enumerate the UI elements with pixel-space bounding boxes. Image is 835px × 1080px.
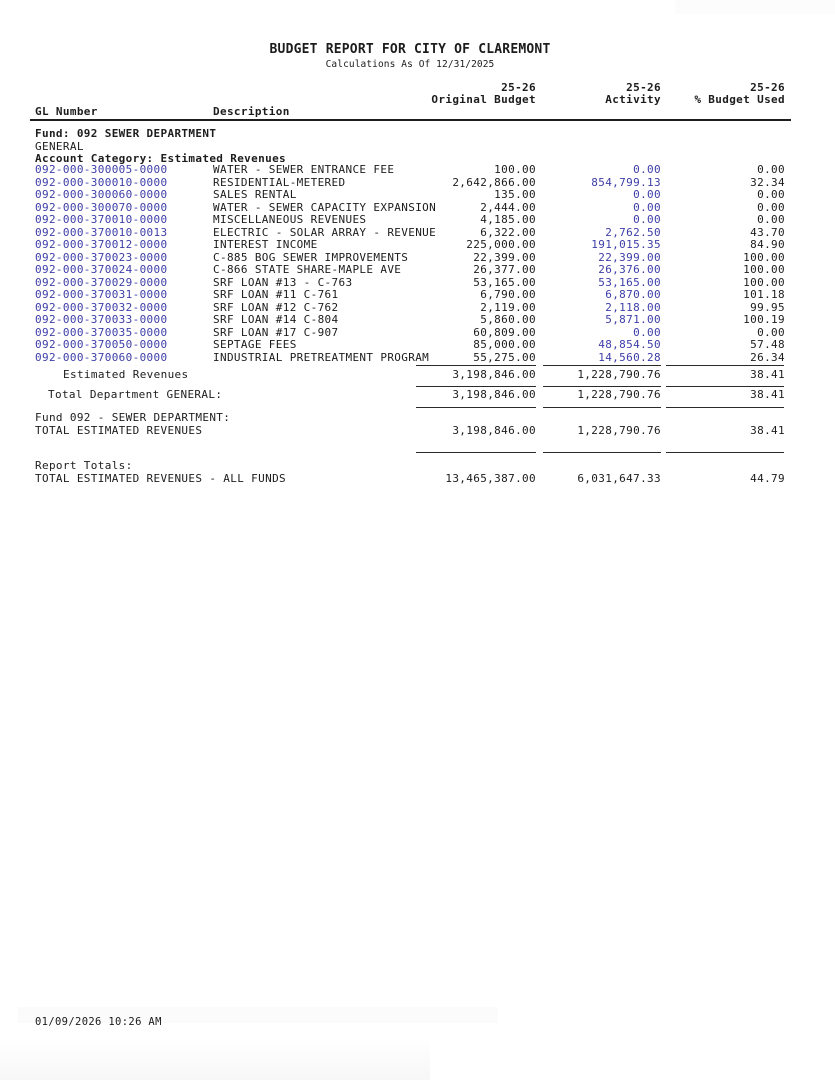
gl-number-cell: 092-000-300070-0000: [35, 200, 168, 214]
fund-total-original: 3,198,846.00: [452, 423, 536, 437]
activity-cell: 22,399.00: [598, 250, 661, 264]
pct-budget-used-cell: 100.19: [743, 313, 785, 326]
gl-number-cell: 092-000-370060-0000: [35, 350, 168, 364]
fund-total-row: [35, 425, 785, 437]
report-total-original: 13,465,387.00: [445, 471, 536, 485]
report-totals-rule: [35, 452, 785, 454]
table-row: [35, 289, 785, 302]
description-cell: WATER - SEWER ENTRANCE FEE: [213, 163, 395, 176]
original-budget-cell: 225,000.00: [466, 238, 536, 251]
report-total-pct: 44.79: [750, 471, 785, 485]
description-cell: WATER - SEWER CAPACITY EXPANSION: [213, 200, 437, 214]
description-cell: INTEREST INCOME: [213, 238, 318, 251]
total-department-row: [35, 389, 785, 401]
description-cell: MISCELLANEOUS REVENUES: [213, 213, 367, 226]
activity-cell: 0.00: [633, 163, 661, 176]
table-row: [35, 214, 785, 227]
pct-budget-used-cell: 0.00: [757, 325, 785, 339]
activity-cell: 854,799.13: [591, 175, 661, 189]
gl-number-cell: 092-000-300010-0000: [35, 175, 168, 189]
column-header-period-row: [35, 82, 785, 94]
gl-number-cell: 092-000-370031-0000: [35, 288, 168, 301]
gl-number-cell: 092-000-370033-0000: [35, 313, 168, 326]
col-description: Description: [213, 105, 290, 118]
report-subtitle: Calculations As Of 12/31/2025: [325, 59, 495, 70]
pct-budget-used-cell: 57.48: [750, 338, 785, 351]
col-period-original-budget: 25-26: [501, 81, 536, 94]
table-row: [35, 189, 785, 202]
description-cell: SRF LOAN #17 C-907: [213, 325, 339, 339]
pct-budget-used-cell: 84.90: [750, 238, 785, 251]
pct-budget-used-cell: 0.00: [757, 163, 785, 176]
activity-cell: 14,560.28: [598, 350, 661, 364]
pct-budget-used-cell: 99.95: [750, 300, 785, 314]
table-row: [35, 352, 785, 365]
estimated-revenues-label: Estimated Revenues: [63, 367, 189, 381]
fund-total-pct: 38.41: [750, 423, 785, 437]
gl-number-cell: 092-000-370010-0013: [35, 225, 168, 239]
col-original-budget: Original Budget: [431, 93, 536, 106]
estimated-revenues-original: 3,198,846.00: [452, 367, 536, 381]
print-timestamp: 01/09/2026 10:26 AM: [35, 1016, 162, 1028]
total-department-original: 3,198,846.00: [452, 387, 536, 401]
subtotal-rule: [35, 365, 785, 367]
original-budget-cell: 6,322.00: [480, 225, 536, 239]
report-total-activity: 6,031,647.33: [577, 471, 661, 485]
original-budget-cell: 100.00: [494, 163, 536, 176]
gl-number-cell: 092-000-370035-0000: [35, 325, 168, 339]
activity-cell: 0.00: [633, 325, 661, 339]
gl-number-cell: 092-000-370050-0000: [35, 338, 168, 351]
col-activity: Activity: [605, 93, 661, 106]
total-department-label: Total Department GENERAL:: [48, 387, 223, 401]
table-row: [35, 314, 785, 327]
description-cell: C-866 STATE SHARE-MAPLE AVE: [213, 263, 402, 276]
department-header: GENERAL: [35, 139, 84, 153]
subtotal-rule: [35, 407, 785, 409]
report-total-label: TOTAL ESTIMATED REVENUES - ALL FUNDS: [35, 471, 287, 485]
original-budget-cell: 26,377.00: [473, 263, 536, 276]
table-column-headers: [35, 82, 785, 118]
pct-budget-used-cell: 43.70: [750, 225, 785, 239]
original-budget-cell: 85,000.00: [473, 338, 536, 351]
description-cell: SRF LOAN #11 C-761: [213, 288, 339, 301]
original-budget-cell: 55,275.00: [473, 350, 536, 364]
original-budget-cell: 2,119.00: [480, 300, 536, 314]
total-department-pct: 38.41: [750, 387, 785, 401]
activity-cell: 5,871.00: [605, 313, 661, 326]
table-row: [35, 264, 785, 277]
pct-budget-used-cell: 100.00: [743, 250, 785, 264]
gl-number-cell: 092-000-370010-0000: [35, 213, 168, 226]
gl-number-cell: 092-000-370023-0000: [35, 250, 168, 264]
gl-number-cell: 092-000-370032-0000: [35, 300, 168, 314]
pct-budget-used-cell: 100.00: [743, 263, 785, 276]
pct-budget-used-cell: 101.18: [743, 288, 785, 301]
original-budget-cell: 2,444.00: [480, 200, 536, 214]
description-cell: SALES RENTAL: [213, 188, 297, 201]
activity-cell: 6,870.00: [605, 288, 661, 301]
col-period-activity: 25-26: [626, 81, 661, 94]
fund-total-activity: 1,228,790.76: [577, 423, 661, 437]
estimated-revenues-activity: 1,228,790.76: [577, 367, 661, 381]
fund-total-header: Fund 092 - SEWER DEPARTMENT:: [35, 410, 231, 424]
pct-budget-used-cell: 0.00: [757, 213, 785, 226]
pct-budget-used-cell: 26.34: [750, 350, 785, 364]
activity-cell: 2,118.00: [605, 300, 661, 314]
description-cell: C-885 BOG SEWER IMPROVEMENTS: [213, 250, 409, 264]
description-cell: ELECTRIC - SOLAR ARRAY - REVENUE: [213, 225, 437, 239]
estimated-revenues-total-row: [35, 369, 785, 381]
original-budget-cell: 53,165.00: [473, 275, 536, 289]
description-cell: INDUSTRIAL PRETREATMENT PROGRAM: [213, 350, 430, 364]
original-budget-cell: 5,860.00: [480, 313, 536, 326]
table-row: [35, 239, 785, 252]
gl-account-rows: [35, 164, 785, 364]
original-budget-cell: 6,790.00: [480, 288, 536, 301]
table-row: [35, 339, 785, 352]
activity-cell: 53,165.00: [598, 275, 661, 289]
original-budget-cell: 22,399.00: [473, 250, 536, 264]
column-header-left-row: [35, 106, 785, 118]
original-budget-cell: 135.00: [494, 188, 536, 201]
gl-number-cell: 092-000-370029-0000: [35, 275, 168, 289]
pct-budget-used-cell: 100.00: [743, 275, 785, 289]
original-budget-cell: 4,185.00: [480, 213, 536, 226]
description-cell: SEPTAGE FEES: [213, 338, 297, 351]
activity-cell: 191,015.35: [591, 238, 661, 251]
column-header-names-row: [35, 94, 785, 106]
gl-number-cell: 092-000-370024-0000: [35, 263, 168, 276]
pct-budget-used-cell: 0.00: [757, 200, 785, 214]
activity-cell: 2,762.50: [605, 225, 661, 239]
scan-artifact: [18, 1007, 498, 1023]
estimated-revenues-pct: 38.41: [750, 367, 785, 381]
activity-cell: 0.00: [633, 200, 661, 214]
activity-cell: 48,854.50: [598, 338, 661, 351]
description-cell: RESIDENTIAL-METERED: [213, 175, 346, 189]
description-cell: SRF LOAN #13 - C-763: [213, 275, 353, 289]
scan-artifact: [0, 1038, 430, 1080]
total-department-activity: 1,228,790.76: [577, 387, 661, 401]
report-totals-header: Report Totals:: [35, 458, 133, 472]
fund-total-label: TOTAL ESTIMATED REVENUES: [35, 423, 203, 437]
col-period-pct-used: 25-26: [750, 81, 785, 94]
gl-number-cell: 092-000-300005-0000: [35, 163, 168, 176]
account-category-header: Account Category: Estimated Revenues: [35, 151, 287, 165]
col-pct-budget-used: % Budget Used: [694, 93, 785, 106]
gl-number-cell: 092-000-370012-0000: [35, 238, 168, 251]
gl-number-cell: 092-000-300060-0000: [35, 188, 168, 201]
scan-artifact: [675, 0, 835, 14]
table-row: [35, 164, 785, 177]
pct-budget-used-cell: 0.00: [757, 188, 785, 201]
report-title: BUDGET REPORT FOR CITY OF CLAREMONT: [269, 42, 551, 57]
activity-cell: 0.00: [633, 188, 661, 201]
activity-cell: 26,376.00: [598, 263, 661, 276]
report-total-row: [35, 473, 785, 485]
description-cell: SRF LOAN #14 C-804: [213, 313, 339, 326]
fund-header: Fund: 092 SEWER DEPARTMENT: [35, 127, 217, 140]
header-divider-rule: [30, 119, 791, 121]
activity-cell: 0.00: [633, 213, 661, 226]
original-budget-cell: 60,809.00: [473, 325, 536, 339]
description-cell: SRF LOAN #12 C-762: [213, 300, 339, 314]
original-budget-cell: 2,642,866.00: [452, 175, 536, 189]
col-gl-number: GL Number: [35, 105, 98, 118]
pct-budget-used-cell: 32.34: [750, 175, 785, 189]
